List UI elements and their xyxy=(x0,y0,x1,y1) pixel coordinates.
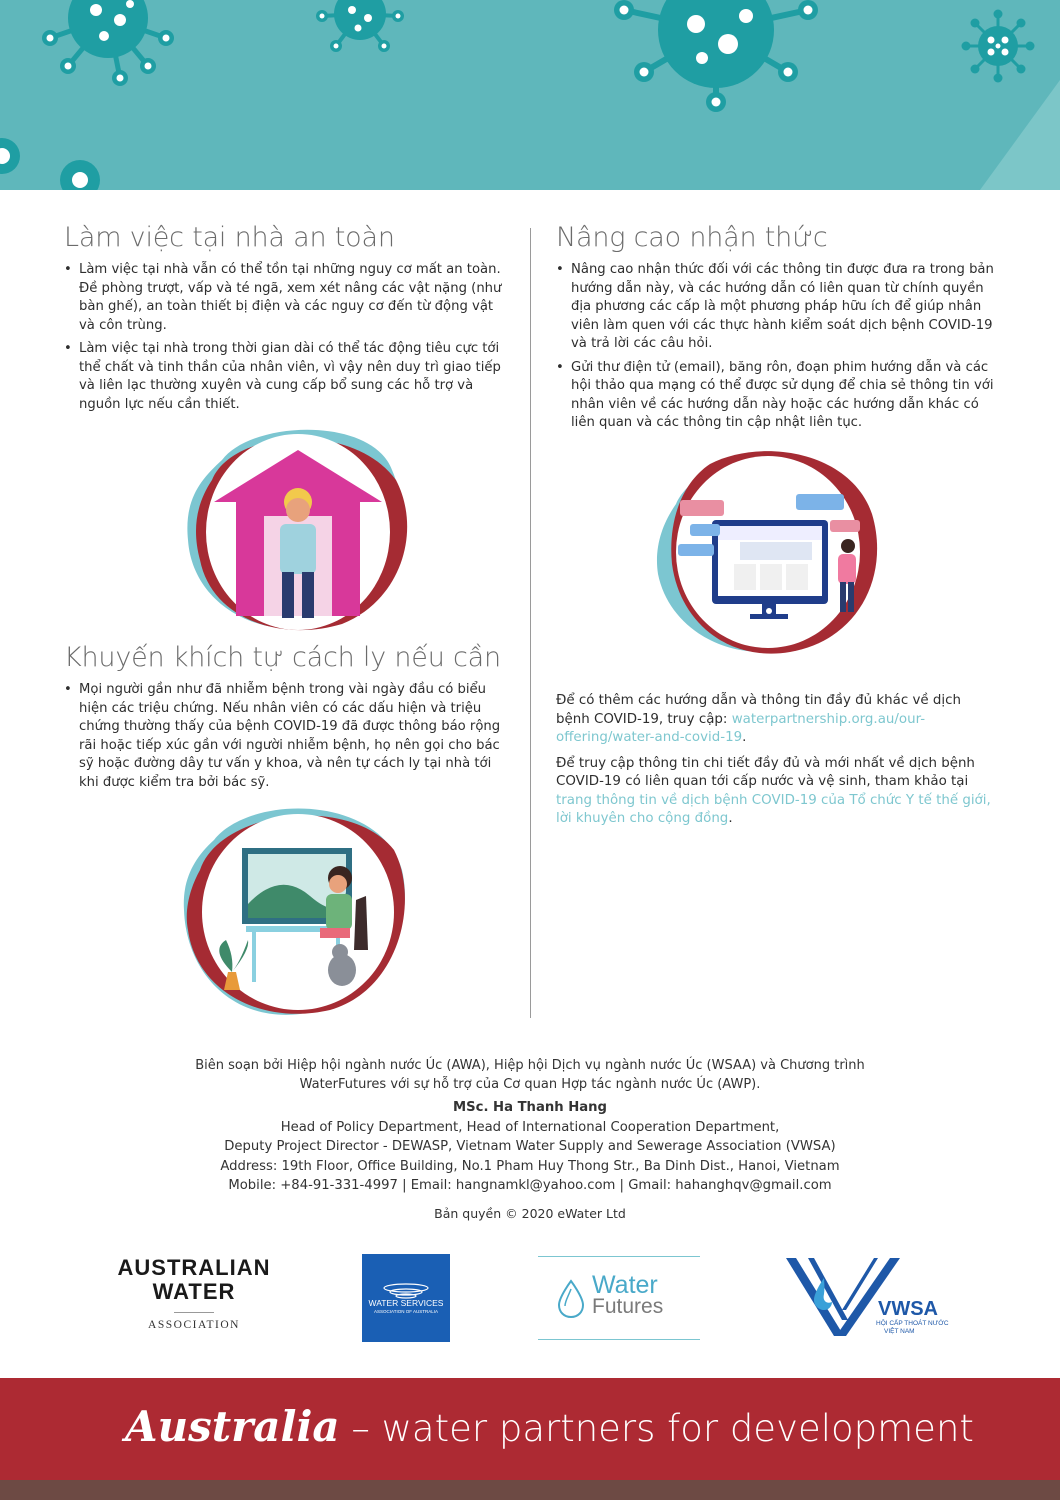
footer-banner xyxy=(0,1378,1060,1480)
who-advice-link[interactable]: trang thông tin về dịch bệnh COVID-19 của Tổ chức Y tế thế giới, lời khuyên cho cộng đồng xyxy=(556,792,991,826)
work-from-home-list xyxy=(64,261,512,414)
list-item: • Làm việc tại nhà trong thời gian dài có thể tác động tiêu cực tới thể chất và tinh thần của nhân viên, vì vậy nên duy trì giao tiếp và liên lạc thường xuyên và cung cấp bổ sung các hỗ trợ và nguồn lực nếu cần thiết. xyxy=(64,340,512,414)
list-item: • Mọi người gần như đã nhiễm bệnh trong vài ngày đầu có biểu hiện các triệu chứng. Nếu nhân viên có các dấu hiện và triệu chứng thường thấy của bệnh COVID-19 đã được thông báo rộng rãi hoặc tiếp xúc gần với người nhiễm bệnh, họ nên gọi cho bác sỹ hoặc đường dây tư vấn y khoa, và nên tự cách ly tại nhà tới khi được kiểm tra bởi bác sỹ. xyxy=(64,681,512,792)
raise-awareness-list xyxy=(556,261,996,433)
footer-brand: Australia xyxy=(125,1402,340,1451)
column-divider xyxy=(530,228,531,1018)
author-contact: Mobile: +84-91-331-4997 | Email: hangnamkl@yahoo.com | Gmail: hahanghqv@gmail.com xyxy=(228,1178,832,1193)
footer-strip xyxy=(0,1480,1060,1500)
author-role: Deputy Project Director - DEWASP, Vietnam Water Supply and Sewerage Association (VWSA) xyxy=(224,1139,836,1154)
right-column xyxy=(556,222,996,438)
awa-logo: AUSTRALIAN WATER ASSOCIATION xyxy=(117,1255,271,1331)
credits-intro: Biên soạn bởi Hiệp hội ngành nước Úc (AWA), Hiệp hội Dịch vụ ngành nước Úc (WSAA) và Chương trình WaterFutures với sự hỗ trợ của Cơ quan Hợp tác ngành nước Úc (AWP). xyxy=(195,1058,865,1092)
footer-slogan: – water partners for development xyxy=(339,1407,974,1450)
author-name: MSc. Ha Thanh Hang xyxy=(453,1100,607,1115)
heading-raise-awareness: Nâng cao nhận thức xyxy=(556,222,828,253)
author-address: Address: 19th Floor, Office Building, No.1 Pham Huy Thong Str., Ba Dinh Dist., Hanoi, Vietnam xyxy=(220,1158,840,1174)
monitor-icon xyxy=(650,444,886,656)
copyright: Bản quyền © 2020 eWater Ltd xyxy=(434,1205,626,1221)
who-paragraph: Để truy cập thông tin chi tiết đầy đủ và mới nhất về dịch bệnh COVID-19 có liên quan tới cấp nước và vệ sinh, tham khảo tại trang thông tin về dịch bệnh COVID-19 của Tổ chức Y tế thế giới, lời khuyên cho cộng đồng. xyxy=(556,755,991,826)
house-icon xyxy=(182,420,418,632)
left-column xyxy=(64,222,512,419)
vwsa-logo: VWSA HỘI CẤP THOÁT NƯỚC VIỆT NAM xyxy=(784,1256,954,1340)
wsaa-logo: WATER SERVICES ASSOCIATION OF AUSTRALIA xyxy=(362,1254,450,1342)
author-title: Head of Policy Department, Head of International Cooperation Department, xyxy=(280,1119,780,1135)
list-item: • Gửi thư điện tử (email), băng rôn, đoạn phim hướng dẫn và các hội thảo qua mạng có thể được sử dụng để chia sẻ thông tin với nhân viên về các hướng dẫn này hoặc các hướng dẫn khác có liên quan và các thông tin cập nhật liên tục. xyxy=(556,359,996,433)
water-drop-icon xyxy=(556,1279,586,1319)
window-desk-icon xyxy=(180,800,416,1020)
resources-block xyxy=(556,692,996,836)
water-futures-logo: Water Futures xyxy=(538,1256,700,1340)
resources-paragraph: Để có thêm các hướng dẫn và thông tin đầy đủ khác về dịch bệnh COVID-19, truy cập: waterpartnership.org.au/our-offering/water-and-covid-19. xyxy=(556,693,961,745)
header-banner xyxy=(0,0,1060,190)
left-column-2 xyxy=(64,642,512,797)
heading-work-from-home: Làm việc tại nhà an toàn xyxy=(64,222,395,253)
footer-tagline xyxy=(125,1402,974,1451)
virus-icon xyxy=(0,0,1060,190)
partner-logos xyxy=(0,1250,1060,1350)
list-item: • Nâng cao nhận thức đối với các thông tin được đưa ra trong bản hướng dẫn này, và các hướng dẫn có liên quan từ chính quyền địa phương các cấp là một phương pháp hữu ích để giúp nhân viên làm quen với các thực hành kiểm soát dịch bệnh COVID-19 và trả lời các câu hỏi. xyxy=(556,261,996,354)
heading-self-isolate: Khuyến khích tự cách ly nếu cần xyxy=(64,642,501,673)
list-item: • Làm việc tại nhà vẫn có thể tồn tại những nguy cơ mất an toàn. Đề phòng trượt, vấp và té ngã, xem xét nâng các vật nặng (như bàn ghế), an toàn thiết bị điện và các nguy cơ đến từ động vật và côn trùng. xyxy=(64,261,512,335)
self-isolate-list xyxy=(64,681,512,792)
credits-block xyxy=(0,1056,1060,1223)
water-partnership-link[interactable]: waterpartnership.org.au/our-offering/water-and-covid-19 xyxy=(556,711,926,745)
